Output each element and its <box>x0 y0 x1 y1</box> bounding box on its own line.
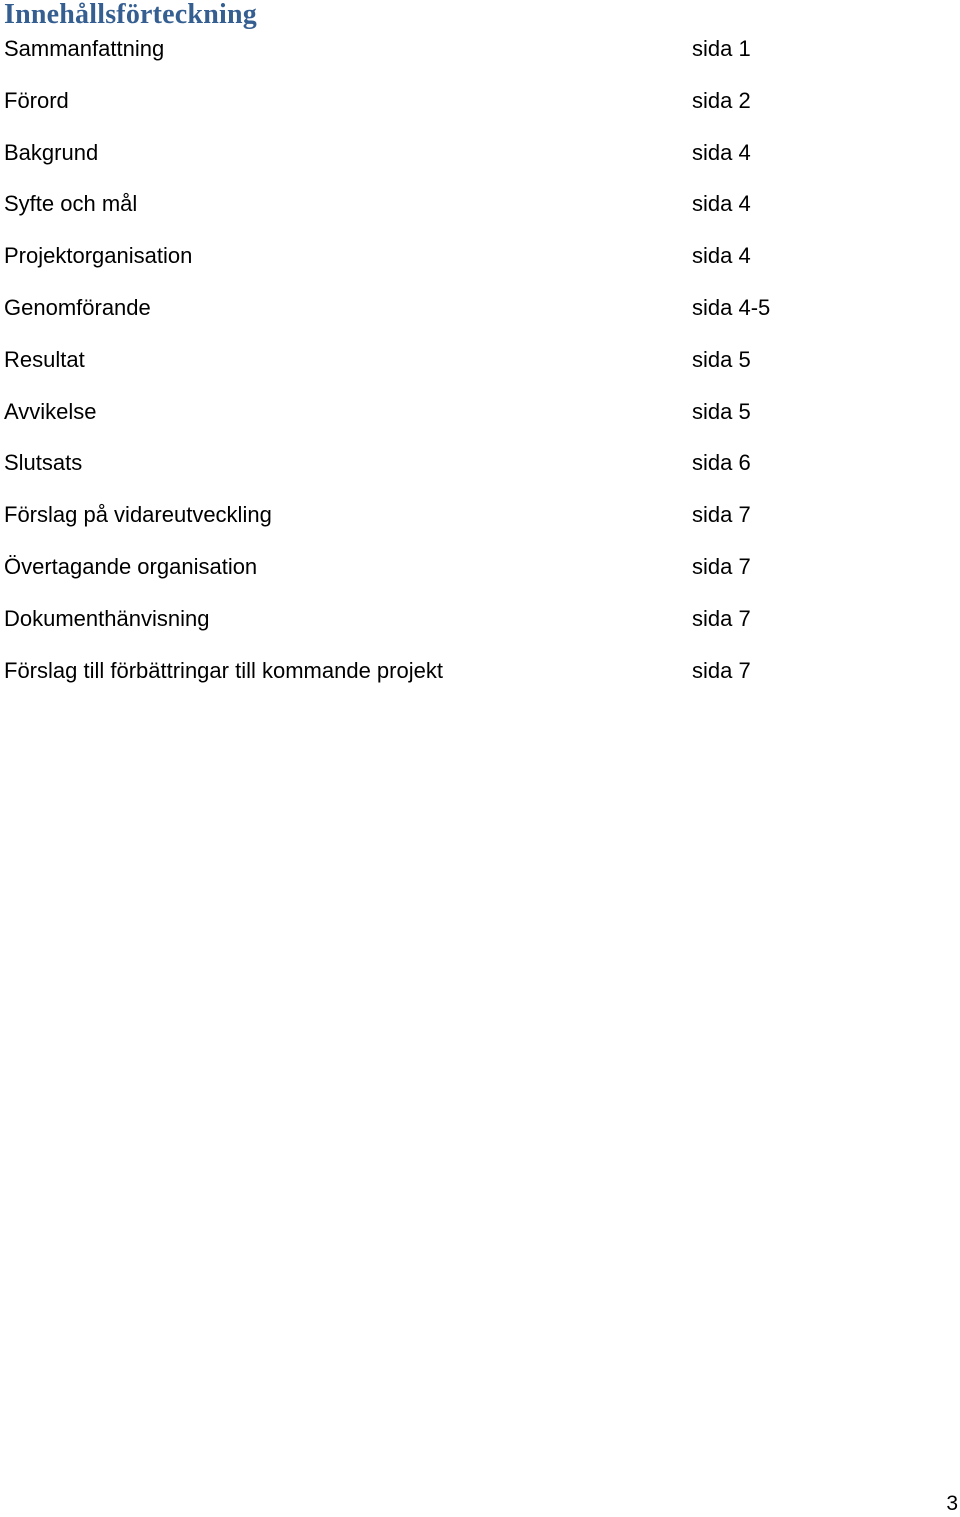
toc-entry-page: sida 7 <box>692 605 751 631</box>
toc-entry-label: Förslag på vidareutveckling <box>4 502 272 528</box>
toc-entry-page: sida 7 <box>692 553 751 579</box>
toc-entry-page: sida 5 <box>692 398 751 424</box>
toc-entry-label: Dokumenthänvisning <box>4 605 210 631</box>
toc-entry-page: sida 4 <box>692 243 751 269</box>
toc-entry <box>4 498 904 550</box>
toc-entry-page: sida 4-5 <box>692 294 771 320</box>
toc-entry <box>4 446 904 498</box>
toc-entry-label: Resultat <box>4 346 85 372</box>
toc-entry <box>4 654 904 706</box>
toc-entry-label: Förslag till förbättringar till kommande projekt <box>4 657 443 683</box>
toc-entry-label: Syfte och mål <box>4 191 138 217</box>
toc-entry <box>4 291 904 343</box>
toc-entry-page: sida 4 <box>692 191 751 217</box>
toc-entry <box>4 239 904 291</box>
toc-list <box>4 32 904 705</box>
toc-entry-page: sida 2 <box>692 87 751 113</box>
toc-entry-label: Sammanfattning <box>4 36 165 61</box>
toc-entry-page: sida 1 <box>692 36 751 61</box>
toc-title: Innehållsförteckning <box>4 0 257 30</box>
toc-entry <box>4 550 904 602</box>
toc-entry <box>4 136 904 188</box>
toc-entry-label: Förord <box>4 87 69 113</box>
toc-entry-label: Genomförande <box>4 294 151 320</box>
toc-entry <box>4 343 904 395</box>
toc-entry-page: sida 4 <box>692 139 751 165</box>
toc-entry-page: sida 5 <box>692 346 751 372</box>
page-number: 3 <box>946 1492 958 1515</box>
toc-entry-label: Bakgrund <box>4 139 99 165</box>
toc-entry <box>4 84 904 136</box>
toc-entry-label: Avvikelse <box>4 398 97 424</box>
toc-entry-label: Övertagande organisation <box>4 553 258 579</box>
toc-entry <box>4 32 904 84</box>
toc-entry-page: sida 6 <box>692 450 751 476</box>
toc-entry-label: Slutsats <box>4 450 83 476</box>
toc-entry <box>4 187 904 239</box>
toc-entry <box>4 602 904 654</box>
toc-entry-label: Projektorganisation <box>4 243 193 269</box>
toc-entry-page: sida 7 <box>692 502 751 528</box>
toc-entry-page: sida 7 <box>692 657 751 683</box>
toc-entry <box>4 395 904 447</box>
